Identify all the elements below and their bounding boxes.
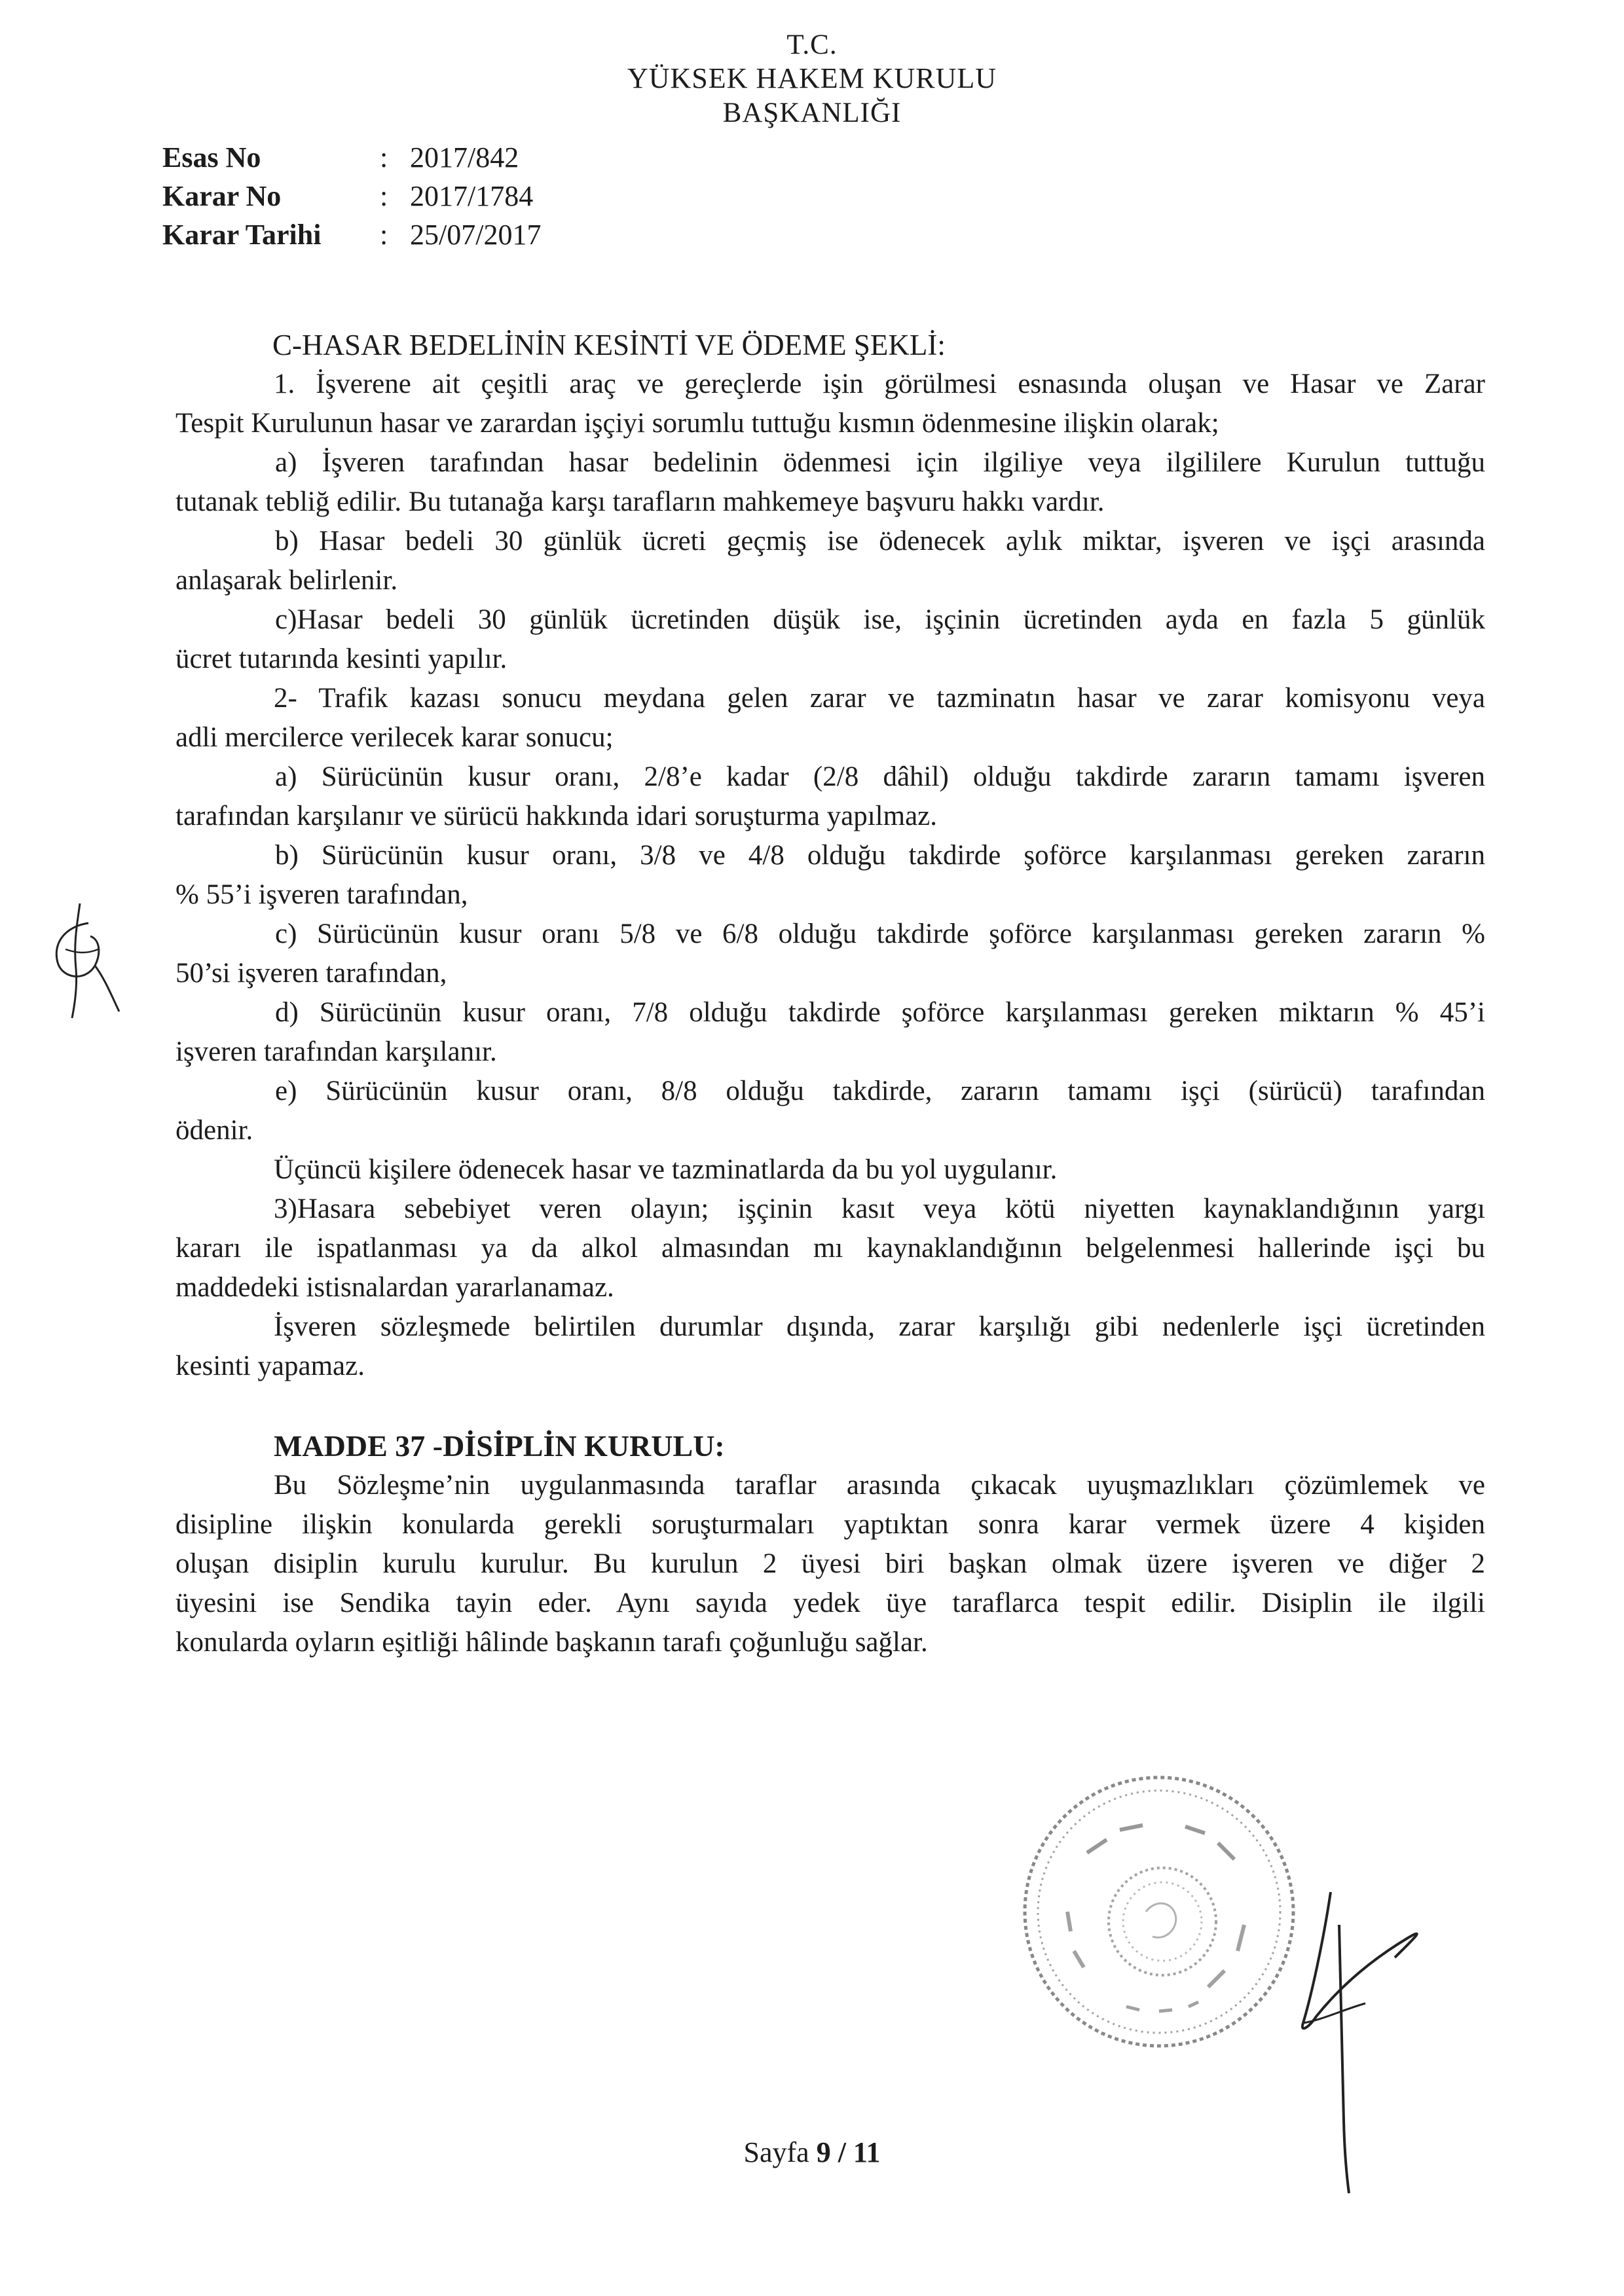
meta-colon: :: [380, 180, 388, 212]
footer-total-pages: 11: [853, 2136, 881, 2168]
text-line: tutanak tebliğ edilir. Bu tutanağa karşı tarafların mahkemeye başvuru hakkı vardır.: [175, 486, 1105, 517]
text-line: d) Sürücünün kusur oranı, 7/8 olduğu takdirde şoförce karşılanması gereken miktarın % 45’i: [275, 997, 1485, 1028]
meta-label: Esas No: [162, 141, 261, 173]
text-line: 3)Hasara sebebiyet veren olayın; işçinin kasıt veya kötü niyetten kaynaklandığının yargı: [274, 1194, 1485, 1224]
footer-separator: /: [838, 2136, 846, 2168]
text-line: adli mercilerce verilecek karar sonucu;: [175, 722, 614, 753]
meta-label: Karar No: [162, 180, 282, 212]
meta-colon: :: [380, 219, 388, 251]
text-line: ücret tutarında kesinti yapılır.: [175, 644, 507, 674]
text-line: b) Sürücünün kusur oranı, 3/8 ve 4/8 olduğu takdirde şoförce karşılanması gereken zararın: [275, 840, 1485, 871]
footer-prefix: Sayfa: [743, 2136, 809, 2168]
text-line: Tespit Kurulunun hasar ve zarardan işçiyi sorumlu tuttuğu kısmın ödenmesine ilişkin olarak;: [175, 408, 1219, 439]
document-body: [175, 325, 1485, 1662]
text-line: kesinti yapamaz.: [175, 1351, 365, 1381]
meta-value: 25/07/2017: [410, 219, 542, 251]
madde-37-title: MADDE 37 -DİSİPLİN KURULU:: [274, 1429, 725, 1463]
text-line: % 55’i işveren tarafından,: [175, 879, 468, 910]
text-line: Bu Sözleşme’nin uygulanmasında taraflar arasında çıkacak uyuşmazlıkları çözümlemek ve: [274, 1470, 1485, 1501]
header-department: BAŞKANLIĞI: [722, 98, 902, 128]
page-footer: [0, 2136, 1624, 2169]
handwritten-initial: [39, 897, 131, 1021]
text-line: Üçüncü kişilere ödenecek hasar ve tazminatlarda da bu yol uygulanır.: [274, 1154, 1058, 1185]
footer-page-number: 9: [816, 2136, 831, 2168]
meta-value: 2017/842: [410, 141, 519, 173]
text-line: maddedeki istisnalardan yararlanamaz.: [175, 1272, 614, 1303]
text-line: c)Hasar bedeli 30 günlük ücretinden düşük ise, işçinin ücretinden ayda en fazla 5 günlük: [275, 604, 1485, 635]
header-institution: YÜKSEK HAKEM KURULU: [627, 62, 997, 94]
text-line: 50’si işveren tarafından,: [175, 958, 447, 989]
text-line: b) Hasar bedeli 30 günlük ücreti geçmiş ise ödenecek aylık miktar, işveren ve işçi arasında: [275, 526, 1485, 556]
official-seal-stamp: [1008, 1761, 1310, 2062]
madde-37-paragraphs: [175, 1466, 1485, 1662]
text-line: işveren tarafından karşılanır.: [175, 1036, 497, 1067]
text-line: a) Sürücünün kusur oranı, 2/8’e kadar (2/8 dâhil) olduğu takdirde zararın tamamı işveren: [275, 761, 1485, 792]
text-line: 1. İşverene ait çeşitli araç ve gereçlerde işin görülmesi esnasında oluşan ve Hasar ve Zarar: [274, 369, 1485, 399]
text-line: kararı ile ispatlanması ya da alkol almasından mı kaynaklandığının belgelenmesi hallerinde işçi bu: [175, 1233, 1485, 1264]
text-line: oluşan disiplin kurulu kurulur. Bu kurulun 2 üyesi biri başkan olmak üzere işveren ve diğer 2: [175, 1548, 1485, 1579]
text-line: anlaşarak belirlenir.: [175, 565, 398, 596]
text-line: konularda oyların eşitliği hâlinde başkanın tarafı çoğunluğu sağlar.: [175, 1627, 928, 1658]
text-line: disipline ilişkin konularda gerekli soruşturmaları yaptıktan sonra karar vermek üzere 4 kişiden: [175, 1509, 1485, 1540]
section-c-title: C-HASAR BEDELİNİN KESİNTİ VE ÖDEME ŞEKLİ:: [272, 329, 946, 361]
meta-value: 2017/1784: [410, 180, 534, 212]
text-line: 2- Trafik kazası sonucu meydana gelen zarar ve tazminatın hasar ve zarar komisyonu veya: [274, 683, 1485, 714]
text-line: tarafından karşılanır ve sürücü hakkında idari soruşturma yapılmaz.: [175, 801, 937, 831]
text-line: c) Sürücünün kusur oranı 5/8 ve 6/8 olduğu takdirde şoförce karşılanması gereken zararın %: [275, 919, 1485, 949]
text-line: a) İşveren tarafından hasar bedelinin ödenmesi için ilgiliye veya ilgililere Kurulun tuttuğu: [275, 447, 1485, 478]
header-tc: T.C.: [786, 29, 838, 60]
text-line: e) Sürücünün kusur oranı, 8/8 olduğu takdirde, zararın tamamı işçi (sürücü) tarafından: [275, 1076, 1485, 1106]
text-line: İşveren sözleşmede belirtilen durumlar dışında, zarar karşılığı gibi nedenlerle işçi ücretinden: [274, 1311, 1485, 1342]
text-line: ödenir.: [175, 1115, 253, 1146]
section-c-paragraphs: [175, 365, 1485, 1386]
meta-colon: :: [380, 141, 388, 173]
text-line: üyesini ise Sendika tayin eder. Aynı sayıda yedek üye taraflarca tespit edilir. Disiplin ile ilgili: [175, 1588, 1485, 1618]
meta-label: Karar Tarihi: [162, 219, 322, 251]
